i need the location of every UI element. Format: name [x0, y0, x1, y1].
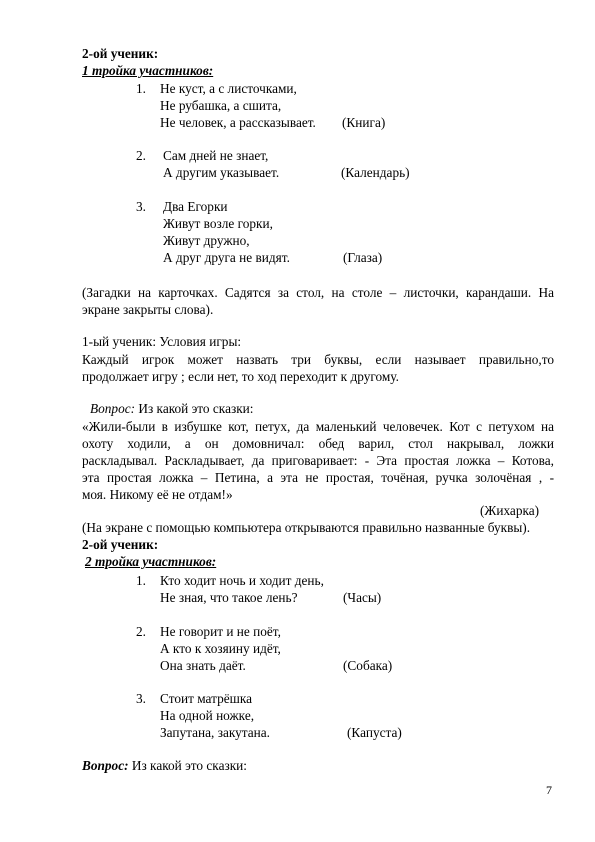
quote-line: «Жили-были в избушке кот, петух, да маленький человечек. Кот с петухом на: [82, 419, 554, 434]
question-2: [82, 758, 247, 774]
riddle-answer: (Книга): [342, 115, 386, 130]
riddle-number: 1.: [136, 81, 146, 96]
riddle-line: Кто ходит ночь и ходит день,: [160, 573, 324, 588]
riddle-number: 3.: [136, 691, 146, 706]
riddle-line: Живут возле горки,: [163, 216, 273, 231]
game-rules: [82, 351, 554, 385]
speaker-1-conditions: 1-ый ученик: Условия игры:: [82, 334, 242, 349]
riddle-line: Она знать даёт.: [160, 658, 246, 673]
speaker-2: 2-ой ученик:: [82, 537, 159, 552]
question-text: Из какой это сказки:: [138, 401, 254, 416]
riddle-number: 2.: [136, 624, 146, 639]
riddle-line: Не человек, а рассказывает.: [160, 115, 316, 130]
rules-line: продолжает игру ; если нет, то ход переходит к другому.: [82, 369, 399, 384]
riddle-line: А кто к хозяину идёт,: [160, 641, 281, 656]
stage-note-2: (На экране с помощью компьютера открываются правильно названные буквы).: [82, 520, 531, 535]
quote-line: охоту ходили, а он домовничал: обед варил, стол накрывал, ложки: [82, 436, 554, 451]
group-1-heading: 1 тройка участников:: [82, 63, 214, 78]
group-2-heading: 2 тройка участников:: [85, 554, 217, 569]
riddle-answer: (Глаза): [343, 250, 383, 265]
riddle-answer: (Календарь): [341, 165, 410, 180]
riddle-answer: (Часы): [343, 590, 382, 605]
quote-answer: (Жихарка): [480, 503, 540, 518]
riddle-number: 3.: [136, 199, 146, 214]
riddle-line: Не зная, что такое лень?: [160, 590, 298, 605]
fairy-tale-quote: [82, 418, 554, 503]
riddle-answer: (Капуста): [347, 725, 402, 740]
riddle-answer: (Собака): [343, 658, 393, 673]
riddle-line: Не рубашка, а сшита,: [160, 98, 282, 113]
question-label: Вопрос:: [82, 758, 129, 773]
speaker-2: 2-ой ученик:: [82, 46, 159, 61]
riddle-line: А другим указывает.: [163, 165, 280, 180]
riddle-line: Сам дней не знает,: [163, 148, 269, 163]
note-line: (Загадки на карточках. Садятся за стол, на столе – листочки, карандаши. На: [82, 285, 554, 300]
riddle-line: Живут дружно,: [163, 233, 250, 248]
riddle-line: На одной ножке,: [160, 708, 255, 723]
question-label: Вопрос:: [90, 401, 136, 416]
stage-note: [82, 284, 554, 318]
riddle-line: А друг друга не видят.: [163, 250, 290, 265]
riddle-line: Не говорит и не поёт,: [160, 624, 281, 639]
page-number: 7: [546, 783, 552, 797]
note-line: экране закрыты слова).: [82, 302, 214, 317]
riddle-number: 1.: [136, 573, 146, 588]
quote-line: эта простая ложка – Петина, а эта не простая, точёная, ручка золочёная , -: [82, 470, 554, 485]
rules-line: Каждый игрок может назвать три буквы, если называет правильно,то: [82, 352, 554, 367]
riddle-line: Стоит матрёшка: [160, 691, 253, 706]
riddle-line: Запутана, закутана.: [160, 725, 270, 740]
quote-line: раскладывал. Раскладывает, да приговаривает: - Эта простая ложка – Котова,: [82, 453, 554, 468]
question-text: Из какой это сказки:: [131, 758, 247, 773]
quote-line: моя. Никому её не отдам!»: [82, 487, 233, 502]
riddle-line: Два Егорки: [163, 199, 228, 214]
question-1: [90, 401, 254, 417]
riddle-line: Не куст, а с листочками,: [160, 81, 297, 96]
riddle-number: 2.: [136, 148, 146, 163]
